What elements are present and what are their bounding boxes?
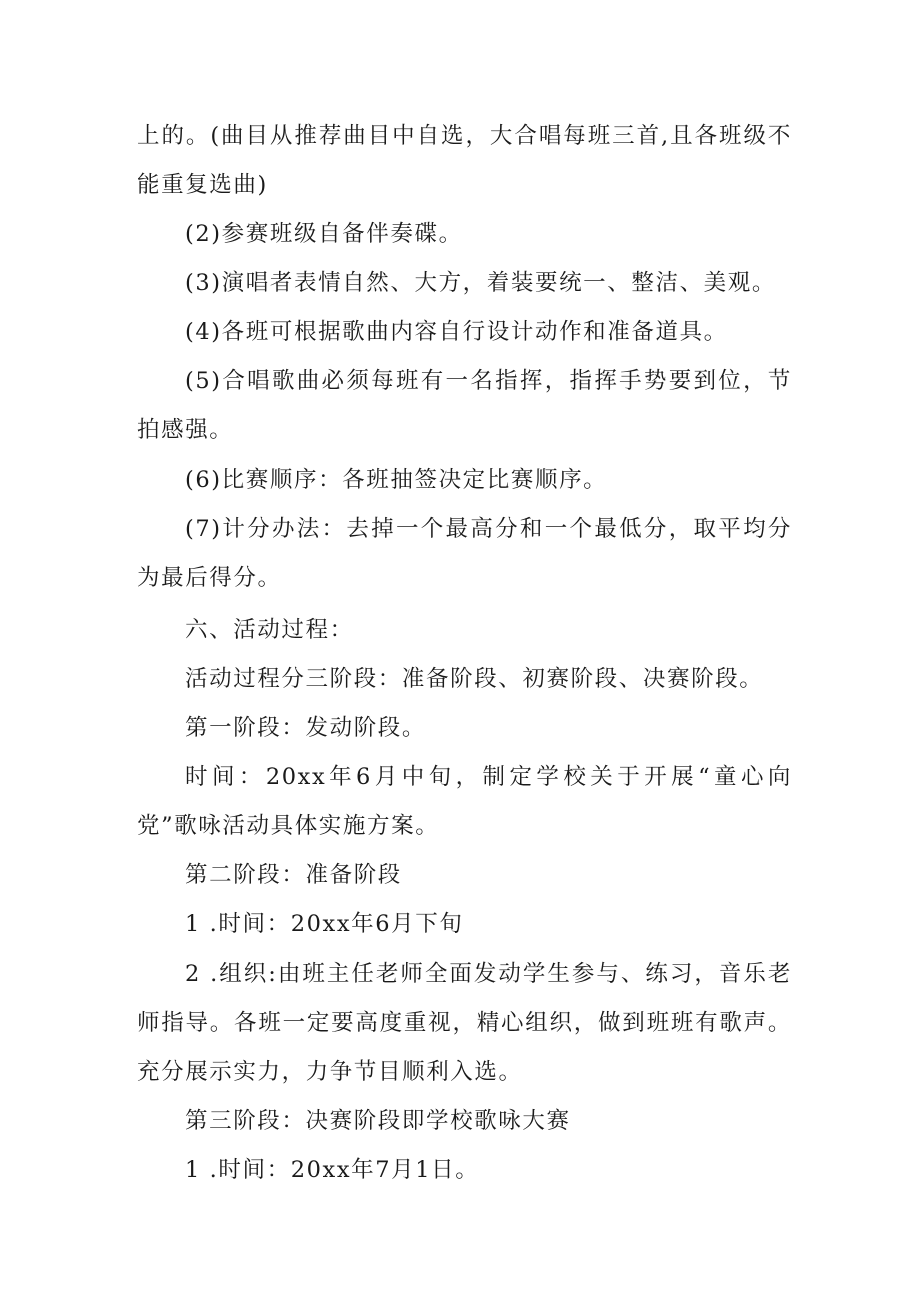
stage-2-heading: 第二阶段：准备阶段 [185,862,402,888]
paragraph-rule-7: (7)计分办法：去掉一个最高分和一个最低分，取平均分为最后得分。 [137,516,792,591]
stage-3-time: 1 .时间：20xx年7月1日。 [185,1157,480,1183]
stage-3-heading: 第三阶段：决赛阶段即学校歌咏大赛 [185,1108,571,1134]
paragraph-song-selection: 上的。(曲目从推荐曲目中自选，大合唱每班三首,且各班级不能重复选曲) [137,123,792,198]
paragraph-rule-3: (3)演唱者表情自然、大方，着装要统一、整洁、美观。 [185,270,776,296]
stage-1-time: 时间：20xx年6月中旬，制定学校关于开展“童心向党”歌咏活动具体实施方案。 [137,764,792,839]
stage-1-heading: 第一阶段：发动阶段。 [185,715,427,741]
paragraph-rule-6: (6)比赛顺序：各班抽签决定比赛顺序。 [185,467,608,493]
paragraph-rule-4: (4)各班可根据歌曲内容自行设计动作和准备道具。 [185,319,728,345]
section-heading-process: 六、活动过程： [185,617,354,643]
paragraph-rule-2: (2)参赛班级自备伴奏碟。 [185,221,463,247]
stage-2-organization: 2 .组织:由班主任老师全面发动学生参与、练习，音乐老师指导。各班一定要高度重视，精心组织，做到班班有歌声。充分展示实力，力争节目顺利入选。 [137,961,792,1085]
stage-2-time: 1 .时间：20xx年6月下旬 [185,911,464,937]
paragraph-process-overview: 活动过程分三阶段：准备阶段、初赛阶段、决赛阶段。 [185,666,764,692]
paragraph-rule-5: (5)合唱歌曲必须每班有一名指挥，指挥手势要到位，节拍感强。 [137,368,792,443]
